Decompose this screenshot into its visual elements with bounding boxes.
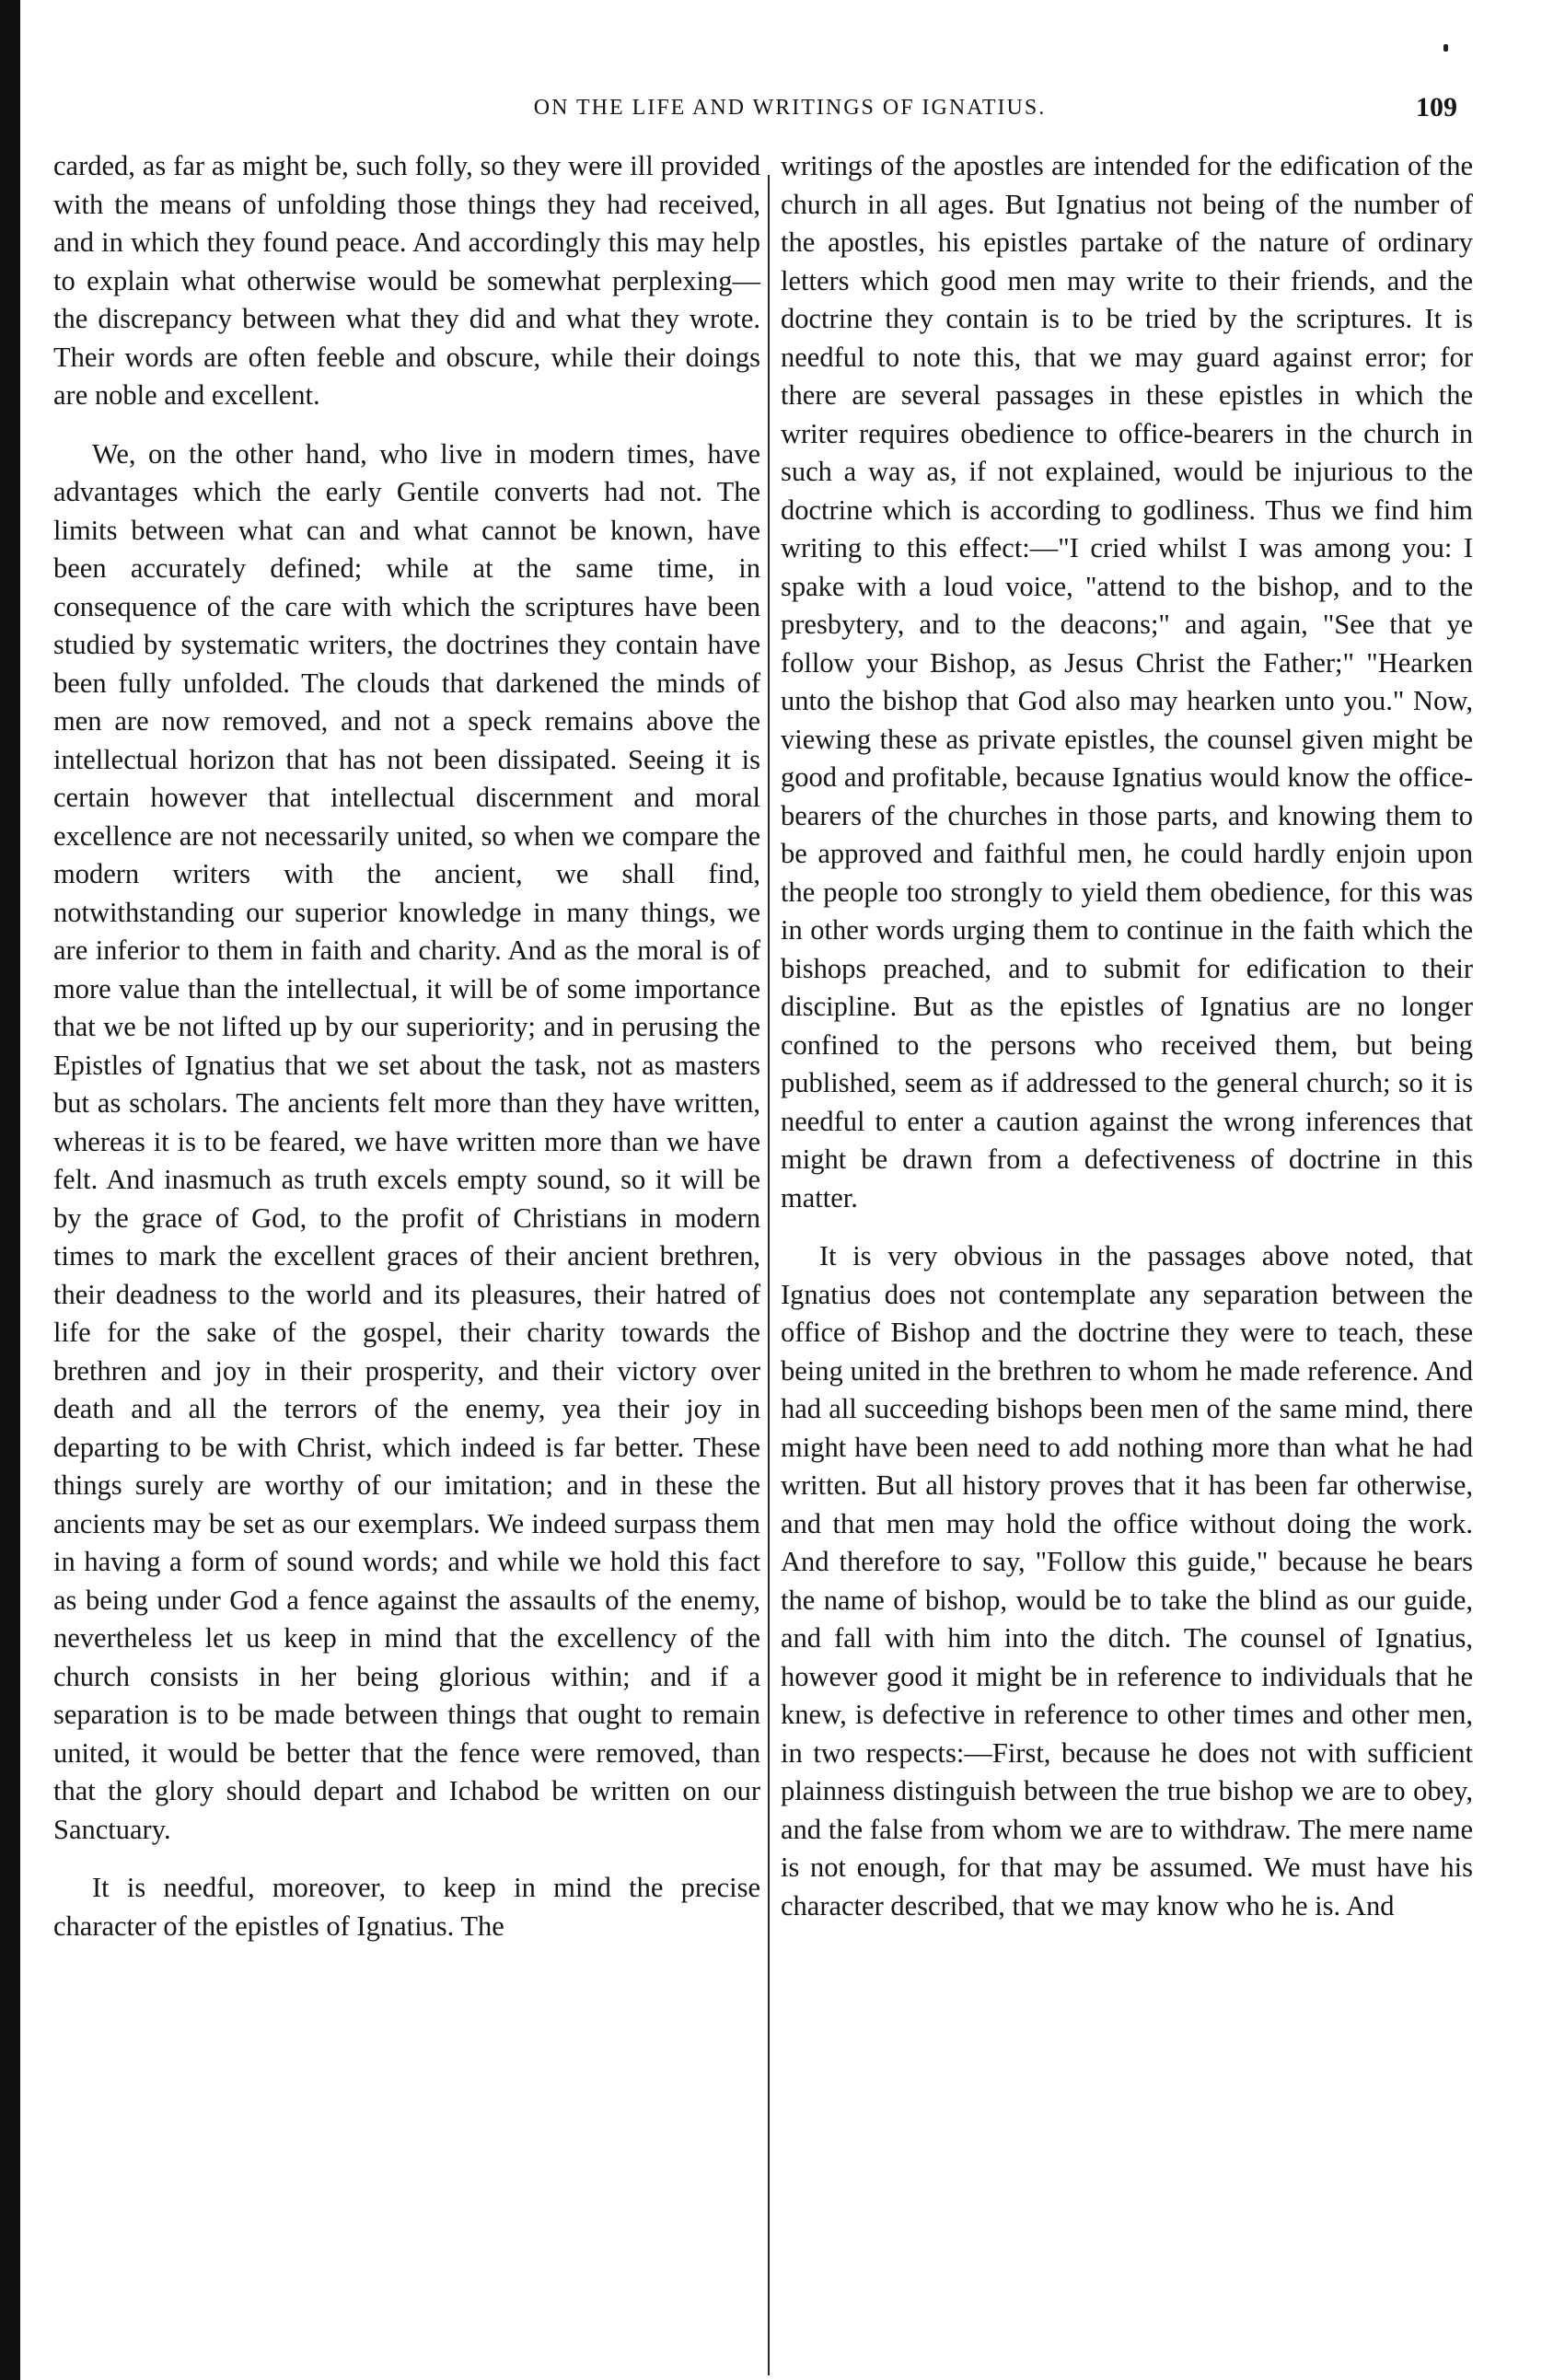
left-paragraph-3: It is needful, moreover, to keep in mind the precise character of the epistles of Ignatius. The <box>53 1872 760 1942</box>
right-paragraph-2: It is very obvious in the passages above noted, that Ignatius does not contemplate any separation between the office of Bishop and the doctrine they were to teach, these being united in the brethren to whom he made reference. And had all succeeding bishops been men of the same mind, there might have been need to add nothing more than what he had written. But all history proves that it has been far otherwise, and that men may hold the office without doing the work. And therefore to say, "Follow this guide," because he bears the name of bishop, would be to take the blind as our guide, and fall with him into the ditch. The counsel of Ignatius, however good it might be in reference to individuals that he knew, is defective in reference to other times and other men, in two respects:—First, because he does not with sufficient plainness distinguish between the true bishop we are to obey, and the false from whom we are to withdraw. The mere name is not enough, for that may be assumed. We must have his character described, that we may know who he is. And <box>781 1240 1473 1921</box>
left-paragraph-2: We, on the other hand, who live in modern times, have advantages which the early Gentile converts had not. The limits between what can and what cannot be known, have been accurately defined; while at the same time, in consequence of the care with which the scriptures have been studied by systematic writers, the doctrines they contain have been fully unfolded. The clouds that darkened the minds of men are now removed, and not a speck remains above the intellectual horizon that has not been dissipated. Seeing it is certain however that intellectual discernment and moral excellence are not necessarily united, so when we compare the modern writers with the ancient, we shall find, notwithstanding our superior knowledge in many things, we are inferior to them in faith and charity. And as the moral is of more value than the intellectual, it will be of some importance that we be not lifted up by our superiority; and in perusing the Epistles of Ignatius that we set about the task, not as masters but as scholars. The ancients felt more than they have written, whereas it is to be feared, we have written more than we have felt. And inasmuch as truth excels empty sound, so it will be by the grace of God, to the profit of Christians in modern times to mark the excellent graces of their ancient brethren, their deadness to the world and its pleasures, their hatred of life for the sake of the gospel, their charity towards the brethren and joy in their prosperity, and their victory over death and all the terrors of the enemy, yea their joy in departing to be with Christ, which indeed is far better. These things surely are worthy of our imitation; and in these the ancients may be set as our exemplars. We indeed surpass them in having a form of sound words; and while we hold this fact as being under God a fence against the assaults of the enemy, nevertheless let us keep in mind that the excellency of the church consists in her being glorious within; and if a separation is to be made between things that ought to remain united, it would be better that the fence were removed, than that the glory should depart and Ichabod be written on our Sanctuary. <box>53 437 760 1845</box>
left-paragraph-1: carded, as far as might be, such folly, so they were ill provided with the means of unfolding those things they had received, and in which they found peace. And accordingly this may help to explain what otherwise would be somewhat perplexing—the discrepancy between what they did and what they wrote. Their words are often feeble and obscure, while their doings are noble and excellent. <box>53 150 760 411</box>
running-title: ON THE LIFE AND WRITINGS OF IGNATIUS. <box>533 96 1047 120</box>
scan-edge <box>0 0 20 2380</box>
right-column <box>781 147 1473 1925</box>
left-column <box>53 147 760 1945</box>
page-number: 109 <box>1416 92 1457 122</box>
column-divider <box>768 175 770 2375</box>
scan-speck <box>1443 44 1448 52</box>
right-paragraph-1: writings of the apostles are intended for the edification of the church in all ages. But Ignatius not being of the number of the apostles, his epistles partake of the nature of ordinary letters which good men may write to their friends, and the doctrine they contain is to be tried by the scriptures. It is needful to note this, that we may guard against error; for there are several passages in these epistles in which the writer requires obedience to office-bearers in the church in such a way as, if not explained, would be injurious to the doctrine which is according to godliness. Thus we find him writing to this effect:—"I cried whilst I was among you: I spake with a loud voice, "attend to the bishop, and to the presbytery, and to the deacons;" and again, "See that ye follow your Bishop, as Jesus Christ the Father;" "Hearken unto the bishop that God also may hearken unto you." Now, viewing these as private epistles, the counsel given might be good and profitable, because Ignatius would know the office-bearers of the churches in those parts, and knowing them to be approved and faithful men, he could hardly enjoin upon the people too strongly to yield them obedience, for this was in other words urging them to continue in the faith which the bishops preached, and to submit for edification to their discipline. But as the epistles of Ignatius are no longer confined to the persons who received them, but being published, seem as if addressed to the general church; so it is needful to enter a caution against the wrong inferences that might be drawn from a defectiveness of doctrine in this matter. <box>781 150 1473 1213</box>
